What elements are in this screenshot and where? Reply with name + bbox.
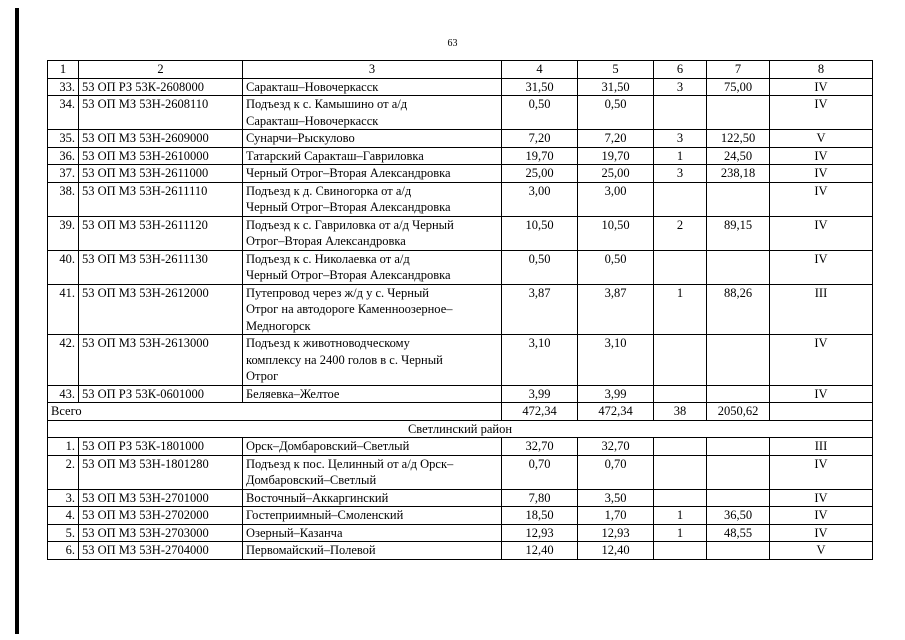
cell-c8: V: [770, 542, 873, 560]
cell-name: Гостеприимный–Смоленский: [243, 507, 502, 525]
total-row: [48, 403, 873, 421]
cell-c4: 19,70: [502, 147, 578, 165]
cell-n: 36.: [48, 147, 79, 165]
total-empty: [770, 403, 873, 421]
cell-c4: 0,50: [502, 96, 578, 130]
table-row: [48, 78, 873, 96]
cell-c7: 88,26: [707, 284, 770, 335]
cell-n: 43.: [48, 385, 79, 403]
cell-code: 53 ОП МЗ 53Н-2611110: [79, 182, 243, 216]
table-row: [48, 130, 873, 148]
cell-c6: [654, 250, 707, 284]
cell-c4: 12,93: [502, 524, 578, 542]
cell-c7: [707, 455, 770, 489]
header-cell: 3: [243, 61, 502, 79]
cell-c6: 3: [654, 130, 707, 148]
cell-c5: 10,50: [578, 216, 654, 250]
cell-c8: V: [770, 130, 873, 148]
table-row: [48, 455, 873, 489]
cell-c5: 3,10: [578, 335, 654, 386]
cell-c7: [707, 489, 770, 507]
table-row: [48, 216, 873, 250]
total-c6: 38: [654, 403, 707, 421]
cell-c6: [654, 96, 707, 130]
table-row: [48, 335, 873, 386]
cell-c7: [707, 250, 770, 284]
cell-code: 53 ОП МЗ 53Н-1801280: [79, 455, 243, 489]
cell-c6: [654, 438, 707, 456]
cell-c7: 24,50: [707, 147, 770, 165]
cell-code: 53 ОП МЗ 53Н-2608110: [79, 96, 243, 130]
cell-c5: 3,99: [578, 385, 654, 403]
cell-n: 41.: [48, 284, 79, 335]
table-row: [48, 182, 873, 216]
cell-c7: 48,55: [707, 524, 770, 542]
cell-name: Первомайский–Полевой: [243, 542, 502, 560]
header-row: [48, 61, 873, 79]
cell-code: 53 ОП МЗ 53Н-2611130: [79, 250, 243, 284]
cell-c6: [654, 489, 707, 507]
cell-n: 3.: [48, 489, 79, 507]
cell-n: 33.: [48, 78, 79, 96]
total-c7: 2050,62: [707, 403, 770, 421]
cell-c6: [654, 335, 707, 386]
cell-c7: [707, 182, 770, 216]
cell-c7: 238,18: [707, 165, 770, 183]
cell-c6: [654, 385, 707, 403]
cell-code: 53 ОП МЗ 53Н-2704000: [79, 542, 243, 560]
cell-c7: [707, 438, 770, 456]
cell-c6: 1: [654, 507, 707, 525]
cell-c6: [654, 455, 707, 489]
cell-c7: [707, 385, 770, 403]
cell-c5: 1,70: [578, 507, 654, 525]
cell-c7: 89,15: [707, 216, 770, 250]
cell-c6: [654, 542, 707, 560]
cell-c6: 1: [654, 524, 707, 542]
header-cell: 7: [707, 61, 770, 79]
cell-n: 40.: [48, 250, 79, 284]
cell-code: 53 ОП РЗ 53К-2608000: [79, 78, 243, 96]
cell-n: 39.: [48, 216, 79, 250]
cell-name: Черный Отрог–Вторая Александровка: [243, 165, 502, 183]
cell-c6: 3: [654, 78, 707, 96]
cell-n: 1.: [48, 438, 79, 456]
cell-code: 53 ОП МЗ 53Н-2610000: [79, 147, 243, 165]
cell-code: 53 ОП РЗ 53К-1801000: [79, 438, 243, 456]
cell-name: Озерный–Казанча: [243, 524, 502, 542]
cell-code: 53 ОП МЗ 53Н-2612000: [79, 284, 243, 335]
cell-c4: 3,99: [502, 385, 578, 403]
cell-c4: 31,50: [502, 78, 578, 96]
cell-name: Подъезд к пос. Целинный от а/д Орск– Домбаровский–Светлый: [243, 455, 502, 489]
cell-c8: IV: [770, 385, 873, 403]
cell-c8: IV: [770, 507, 873, 525]
header-cell: 1: [48, 61, 79, 79]
cell-name: Подъезд к животноводческому комплексу на 2400 голов в с. Черный Отрог: [243, 335, 502, 386]
cell-c6: 2: [654, 216, 707, 250]
cell-n: 5.: [48, 524, 79, 542]
cell-n: 35.: [48, 130, 79, 148]
header-cell: 2: [79, 61, 243, 79]
cell-c4: 0,50: [502, 250, 578, 284]
cell-c6: [654, 182, 707, 216]
total-label: Всего: [48, 403, 502, 421]
cell-c5: 3,50: [578, 489, 654, 507]
cell-c8: IV: [770, 489, 873, 507]
cell-c4: 10,50: [502, 216, 578, 250]
cell-c8: III: [770, 438, 873, 456]
cell-code: 53 ОП МЗ 53Н-2609000: [79, 130, 243, 148]
cell-c7: [707, 542, 770, 560]
table-row: [48, 524, 873, 542]
page-number: 63: [447, 38, 458, 49]
cell-name: Подъезд к с. Гавриловка от а/д Черный Отрог–Вторая Александровка: [243, 216, 502, 250]
cell-name: Беляевка–Желтое: [243, 385, 502, 403]
cell-c8: IV: [770, 182, 873, 216]
total-c4: 472,34: [502, 403, 578, 421]
cell-name: Саракташ–Новочеркасск: [243, 78, 502, 96]
cell-c4: 18,50: [502, 507, 578, 525]
cell-c6: 1: [654, 284, 707, 335]
header-cell: 6: [654, 61, 707, 79]
cell-n: 34.: [48, 96, 79, 130]
header-cell: 5: [578, 61, 654, 79]
roads-table: [47, 60, 873, 560]
table-row: [48, 385, 873, 403]
cell-c8: IV: [770, 96, 873, 130]
cell-c7: 75,00: [707, 78, 770, 96]
cell-code: 53 ОП МЗ 53Н-2701000: [79, 489, 243, 507]
cell-code: 53 ОП МЗ 53Н-2613000: [79, 335, 243, 386]
cell-c8: IV: [770, 335, 873, 386]
cell-c5: 12,93: [578, 524, 654, 542]
header-cell: 4: [502, 61, 578, 79]
cell-c5: 25,00: [578, 165, 654, 183]
cell-code: 53 ОП МЗ 53Н-2611120: [79, 216, 243, 250]
cell-c7: 36,50: [707, 507, 770, 525]
cell-c4: 7,20: [502, 130, 578, 148]
cell-name: Подъезд к с. Камышино от а/д Саракташ–Новочеркасск: [243, 96, 502, 130]
cell-c8: IV: [770, 524, 873, 542]
cell-c5: 0,50: [578, 250, 654, 284]
cell-code: 53 ОП РЗ 53К-0601000: [79, 385, 243, 403]
cell-c7: [707, 96, 770, 130]
cell-name: Восточный–Аккаргинский: [243, 489, 502, 507]
table-row: [48, 147, 873, 165]
cell-name: Подъезд к с. Николаевка от а/д Черный Отрог–Вторая Александровка: [243, 250, 502, 284]
cell-c8: IV: [770, 216, 873, 250]
table-row: [48, 165, 873, 183]
cell-code: 53 ОП МЗ 53Н-2611000: [79, 165, 243, 183]
cell-c4: 12,40: [502, 542, 578, 560]
total-c5: 472,34: [578, 403, 654, 421]
cell-c5: 0,70: [578, 455, 654, 489]
cell-n: 38.: [48, 182, 79, 216]
table-row: [48, 542, 873, 560]
cell-c8: IV: [770, 78, 873, 96]
cell-code: 53 ОП МЗ 53Н-2703000: [79, 524, 243, 542]
cell-c4: 0,70: [502, 455, 578, 489]
cell-name: Подъезд к д. Свиногорка от а/д Черный Отрог–Вторая Александровка: [243, 182, 502, 216]
section-title: Светлинский район: [48, 420, 873, 438]
cell-c8: IV: [770, 165, 873, 183]
table-row: [48, 284, 873, 335]
cell-c6: 3: [654, 165, 707, 183]
cell-c5: 31,50: [578, 78, 654, 96]
cell-c5: 12,40: [578, 542, 654, 560]
table-row: [48, 489, 873, 507]
cell-c5: 7,20: [578, 130, 654, 148]
table-row: [48, 250, 873, 284]
table-row: [48, 96, 873, 130]
cell-c5: 19,70: [578, 147, 654, 165]
cell-c5: 3,00: [578, 182, 654, 216]
cell-c5: 0,50: [578, 96, 654, 130]
cell-c6: 1: [654, 147, 707, 165]
cell-c4: 32,70: [502, 438, 578, 456]
cell-name: Татарский Саракташ–Гавриловка: [243, 147, 502, 165]
cell-c4: 25,00: [502, 165, 578, 183]
cell-c8: III: [770, 284, 873, 335]
cell-c4: 3,00: [502, 182, 578, 216]
table-row: [48, 438, 873, 456]
cell-n: 37.: [48, 165, 79, 183]
cell-c5: 3,87: [578, 284, 654, 335]
cell-c5: 32,70: [578, 438, 654, 456]
cell-n: 42.: [48, 335, 79, 386]
table-row: [48, 507, 873, 525]
scan-edge-bar: [15, 8, 19, 634]
header-cell: 8: [770, 61, 873, 79]
cell-c4: 3,10: [502, 335, 578, 386]
cell-name: Орск–Домбаровский–Светлый: [243, 438, 502, 456]
cell-n: 6.: [48, 542, 79, 560]
cell-c8: IV: [770, 147, 873, 165]
cell-name: Путепровод через ж/д у с. Черный Отрог на автодороге Каменноозерное– Медногорск: [243, 284, 502, 335]
cell-c7: [707, 335, 770, 386]
cell-c8: IV: [770, 455, 873, 489]
cell-n: 4.: [48, 507, 79, 525]
cell-c7: 122,50: [707, 130, 770, 148]
cell-c4: 3,87: [502, 284, 578, 335]
section-row: [48, 420, 873, 438]
cell-c4: 7,80: [502, 489, 578, 507]
cell-n: 2.: [48, 455, 79, 489]
cell-c8: IV: [770, 250, 873, 284]
cell-code: 53 ОП МЗ 53Н-2702000: [79, 507, 243, 525]
cell-name: Сунарчи–Рыскулово: [243, 130, 502, 148]
